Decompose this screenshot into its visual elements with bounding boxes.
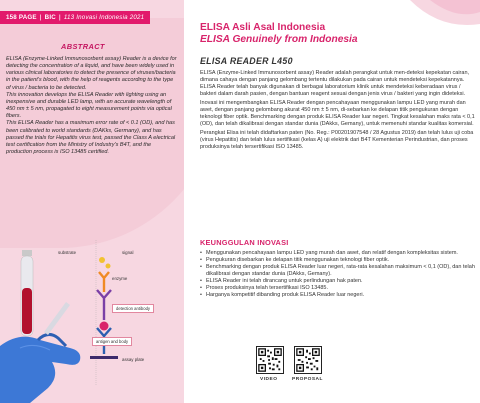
body-paragraph: Perangkat Elisa ini telah didaftarkan paten (No. Reg.: P00201907548 / 28 Agustus 2019) dan telah lulus uji coba (virus Hepatitis) dan telah lulus sertifikasi (kelas A) uji elektrik dari B4T Kementerian Perindustrian, dan proses produksinya telah tersertifikasi ISO 13485. xyxy=(200,130,474,151)
proposal-qr-code-icon[interactable] xyxy=(294,346,322,374)
abstract-panel xyxy=(0,0,184,403)
abstract-paragraph: ELISA (Enzyme-Linked Immunosorbent assay) Reader is a device for detecting the concentration of a liquid, and have been widely used in various clinical laboratories to detect the presence of viruses/bacteria in the patient's blood, with the help of reagents according to the type of virus / bacteria to be detected. xyxy=(6,56,177,91)
corner-decoration xyxy=(400,0,480,40)
proposal-label: PROPOSAL xyxy=(292,377,323,382)
advantages-heading: KEUNGGULAN INOVASI xyxy=(200,238,289,247)
gloved-hand-icon xyxy=(0,334,80,403)
article-body xyxy=(200,70,476,154)
abstract-text xyxy=(6,56,178,156)
section-label: BIC xyxy=(44,14,56,21)
page-header: 158 PAGE | BIC | 113 Inovasi Indonesia 2021 xyxy=(0,11,150,24)
elisa-illustration xyxy=(0,236,184,403)
abstract-title: ABSTRACT xyxy=(61,42,105,51)
advantage-item: • Proses produksinya telah tersertifikasi ISO 13485. xyxy=(200,285,476,292)
video-label: VIDEO xyxy=(260,377,278,382)
abstract-paragraph: This innovation develops the ELISA Reader with lighting using an inexpensive and durable LED lamp, with an accurate wavelength of 450 nm ± 5 nm, propagated to eight measurement points via optical fibers. xyxy=(6,91,172,120)
advantage-item: • Harganya kompetitif dibanding produk ELISA Reader luar negeri. xyxy=(200,292,476,299)
pipette-icon xyxy=(44,302,70,335)
page-number: 158 PAGE xyxy=(6,14,37,21)
detection-antibody-label: detection antibody xyxy=(112,304,154,313)
advantage-item: • Benchmarking dengan produk ELISA Reader luar negeri, rata-rata kesalahan maksimum < 0,1 (OD), dan telah dikalibrasi dengan standar dunia (DAkks, Gemany). xyxy=(200,264,476,277)
publication-title: 113 Inovasi Indonesia 2021 xyxy=(63,14,145,21)
article-content xyxy=(184,0,480,403)
advantage-item: • ELISA Reader ini telah dirancang untuk perlindungan hak paten. xyxy=(200,278,476,285)
blood-tube-icon xyxy=(21,250,33,336)
antigen-label: antigen and body xyxy=(92,337,132,346)
assay-plate-label: assay plate xyxy=(122,357,145,362)
advantage-item: • Menggunakan pencahayaan lampu LED yang murah dan awet, dan relatif dengan kompleksitas sistem. xyxy=(200,250,476,257)
enzyme-label: enzyme xyxy=(112,276,128,281)
advantages-list xyxy=(200,250,476,299)
signal-label: signal xyxy=(122,250,134,255)
substrate-label: substrate xyxy=(58,250,77,255)
advantage-item: • Pengukuran disebarkan ke delapan titik menggunakan teknologi fiber optik. xyxy=(200,257,476,264)
antibody-stack-icon xyxy=(90,240,118,386)
product-name: ELISA READER L450 xyxy=(200,56,293,66)
title-english: ELISA Genuinely from Indonesia xyxy=(200,34,358,45)
video-qr-code-icon[interactable] xyxy=(256,346,284,374)
body-paragraph: Inovasi ini mengembangkan ELISA Reader dengan pencahayaan menggunakan lampu LED yang murah dan awet, dengan panjang gelombang akurat 450 nm ± 5 nm, di-sebarkan ke delapan titik pengukuran dengan teknologi fiber optik. Benchmarking dengan produk ELISA Reader luar negeri. Tingkat kesalahan maks rata < 0,1 (OD), dan telah dikalibrasi dengan standar dunia (DAkks, Gemany), untuk memenuhi standar kualitas komersial. xyxy=(200,100,475,127)
body-paragraph: ELISA (Enzyme-Linked Immunosorbent assay) Reader adalah perangkat untuk men-deteksi kepekatan cairan, dimana cahaya dengan panjang gelombang tertentu dilakukan pada cairan untuk mendeteksi kepekatannya. ELISA Reader telah banyak digunakan di berbagai laboratorium klinik untuk mendeteksi keberadaan virus / bakteri dalam darah pasien, dengan bantuan reagent sesuai dengan jenis virus / bakteri yang ingin dideteksi. xyxy=(200,70,470,97)
abstract-paragraph: This ELISA Reader has a maximum error rate of < 0.1 (OD), and has been calibrated to world standards (DAKks, Germany), and has passed the trials for Hepatitis virus test, passed the Class A electrical test certification from the Ministry of Industry's B4T, and the production process is ISO 13485 certified. xyxy=(6,120,176,156)
title-indonesian: ELISA Asli Asal Indonesia xyxy=(200,22,326,33)
elisa-diagram-graphic xyxy=(0,236,184,403)
